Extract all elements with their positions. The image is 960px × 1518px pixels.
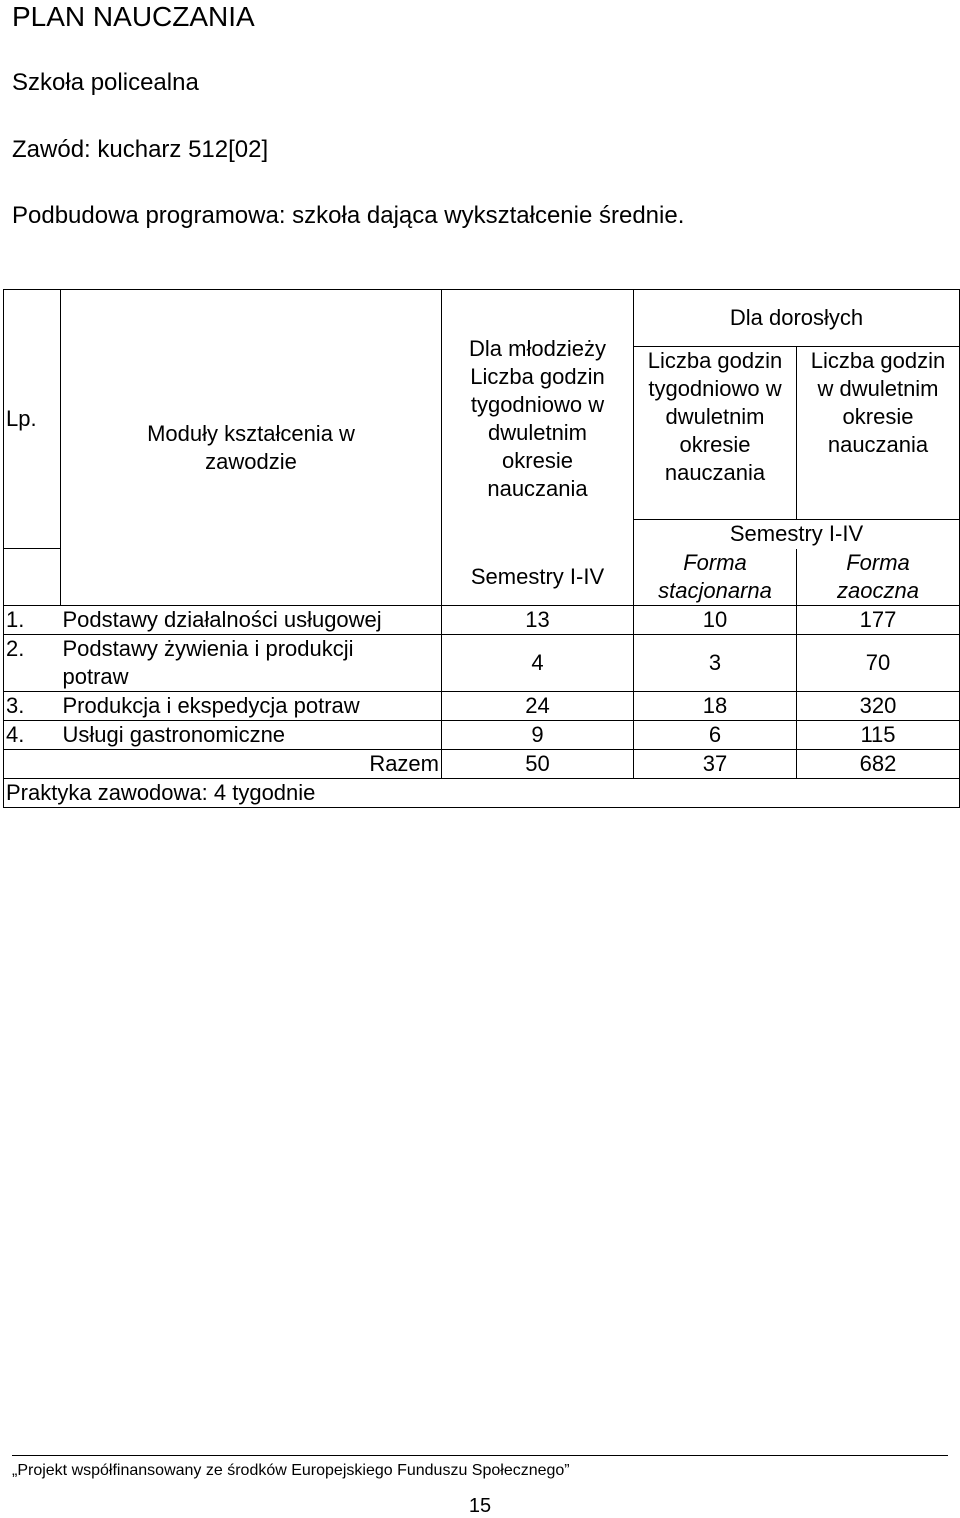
row-lp: 4. — [4, 721, 61, 750]
header-lp: Lp. — [4, 290, 61, 549]
header-form-extramural-text: Forma zaoczna — [837, 549, 919, 603]
practice-note: Praktyka zawodowa: 4 tygodnie — [4, 779, 960, 808]
header-adults-hours-weekly-text: Liczba godzin tygodniowo w dwuletnim okresie nauczania — [647, 348, 783, 485]
row-module: Produkcja i ekspedycja potraw — [61, 692, 442, 721]
footer-project-note: „Projekt współfinansowany ze środków Europejskiego Funduszu Społecznego” — [12, 1462, 570, 1479]
page-title: PLAN NAUCZANIA — [12, 1, 255, 32]
profession: Zawód: kucharz 512[02] — [12, 136, 269, 163]
row-lp: 3. — [4, 692, 61, 721]
row-lp: 1. — [4, 606, 61, 635]
row-stationary: 6 — [634, 721, 797, 750]
total-stationary: 37 — [634, 750, 797, 779]
page-number: 15 — [468, 1495, 492, 1517]
header-form-stationary-text: Forma stacjonarna — [658, 549, 772, 603]
row-youth: 24 — [442, 692, 634, 721]
row-youth: 13 — [442, 606, 634, 635]
header-form-stationary — [634, 549, 797, 606]
table-row — [4, 635, 960, 692]
header-adults-hours-total-text: Liczba godzin w dwuletnim okresie nauczania — [810, 348, 946, 457]
header-youth-group: Dla młodzieży — [469, 336, 606, 362]
row-extramural: 70 — [797, 635, 960, 692]
row-extramural: 177 — [797, 606, 960, 635]
row-stationary: 3 — [634, 635, 797, 692]
header-modules-text: Moduły kształcenia w zawodzie — [147, 420, 355, 474]
header-adults-hours-weekly — [634, 347, 797, 520]
curriculum-table — [3, 289, 960, 808]
footer-divider — [12, 1455, 948, 1456]
header-semesters-youth: Semestry I-IV — [442, 549, 634, 606]
row-youth: 9 — [442, 721, 634, 750]
header-youth — [442, 290, 634, 549]
table-row — [4, 721, 960, 750]
table-row — [4, 606, 960, 635]
header-semesters-adults: Semestry I-IV — [634, 520, 960, 549]
header-youth-hours: Liczba godzin tygodniowo w dwuletnim okresie nauczania — [470, 364, 605, 502]
header-adults-hours-total — [797, 347, 960, 520]
total-extramural: 682 — [797, 750, 960, 779]
header-modules — [61, 290, 442, 606]
header-form-extramural — [797, 549, 960, 606]
row-module-text: Podstawy żywienia i produkcji potraw — [62, 636, 354, 689]
row-module: Podstawy działalności usługowej — [61, 606, 442, 635]
program-foundation: Podbudowa programowa: szkoła dająca wykształcenie średnie. — [12, 202, 685, 229]
total-label: Razem — [4, 750, 442, 779]
row-lp: 2. — [4, 635, 61, 692]
row-module — [61, 635, 442, 692]
total-youth: 50 — [442, 750, 634, 779]
row-stationary: 18 — [634, 692, 797, 721]
row-module: Usługi gastronomiczne — [61, 721, 442, 750]
row-youth: 4 — [442, 635, 634, 692]
total-row — [4, 750, 960, 779]
practice-row — [4, 779, 960, 808]
row-stationary: 10 — [634, 606, 797, 635]
table-row — [4, 692, 960, 721]
school-type: Szkoła policealna — [12, 69, 199, 96]
row-extramural: 320 — [797, 692, 960, 721]
header-adults-group: Dla dorosłych — [634, 290, 960, 347]
row-extramural: 115 — [797, 721, 960, 750]
